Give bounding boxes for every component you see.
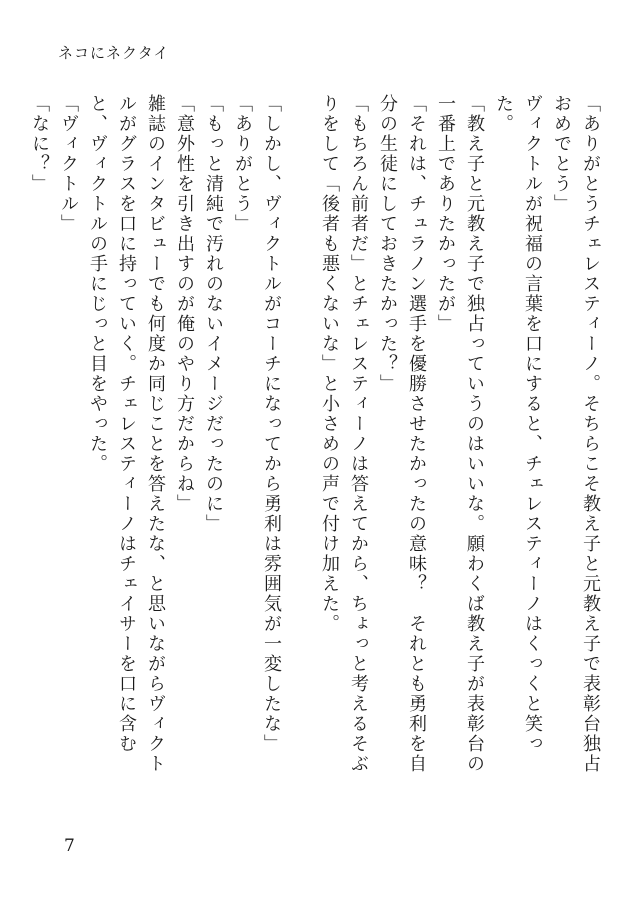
text-line: 雑誌のインタビューでも何度か同じことを答えたな、と思いながらヴィクトルがグラスを口に持っていく。チェレスティーノはチェイサーを口に含むと、ヴィクトルの手にじっと目をやった。 [87, 94, 166, 774]
body-text [29, 94, 605, 784]
text-line: 「意外性を引き出すのが俺のやり方だからね」 [174, 94, 195, 514]
text-line: 「もちろん前者だ」とチェレスティーノは答えてから、ちょっと考えるそぶりをして「後者も悪くないな」と小さめの声で付け加えた。 [319, 94, 369, 774]
text-line: 「ありがとう」 [232, 94, 253, 234]
text-line: 「もっと清純で汚れのないイメージだったのに」 [203, 94, 224, 534]
text-line: 「ありがとうチェレスティーノ。そちらこそ教え子と元教え子で表彰台独占おめでとう」 [551, 94, 601, 774]
text-line: 「なに？」 [29, 94, 50, 194]
text-line: 「ヴィクトル」 [58, 94, 79, 234]
running-title: ネコにネクタイ [58, 44, 170, 62]
text-line: 「それは、チュラノン選手を優勝させたかったの意味？ それとも勇利を自分の生徒にしておきたかった？」 [377, 94, 427, 774]
text-line: 「しかし、ヴィクトルがコーチになってから勇利は雰囲気が一変したな」 [261, 94, 282, 754]
text-line: ヴィクトルが祝福の言葉を口にすると、チェレスティーノはくっくと笑った。 [493, 94, 543, 754]
paragraph-break [286, 94, 315, 784]
page-number: 7 [64, 836, 75, 856]
text-line: 「教え子と元教え子で独占っていうのはいいな。願わくば教え子が表彰台の一番上でありたかったが」 [435, 94, 485, 774]
